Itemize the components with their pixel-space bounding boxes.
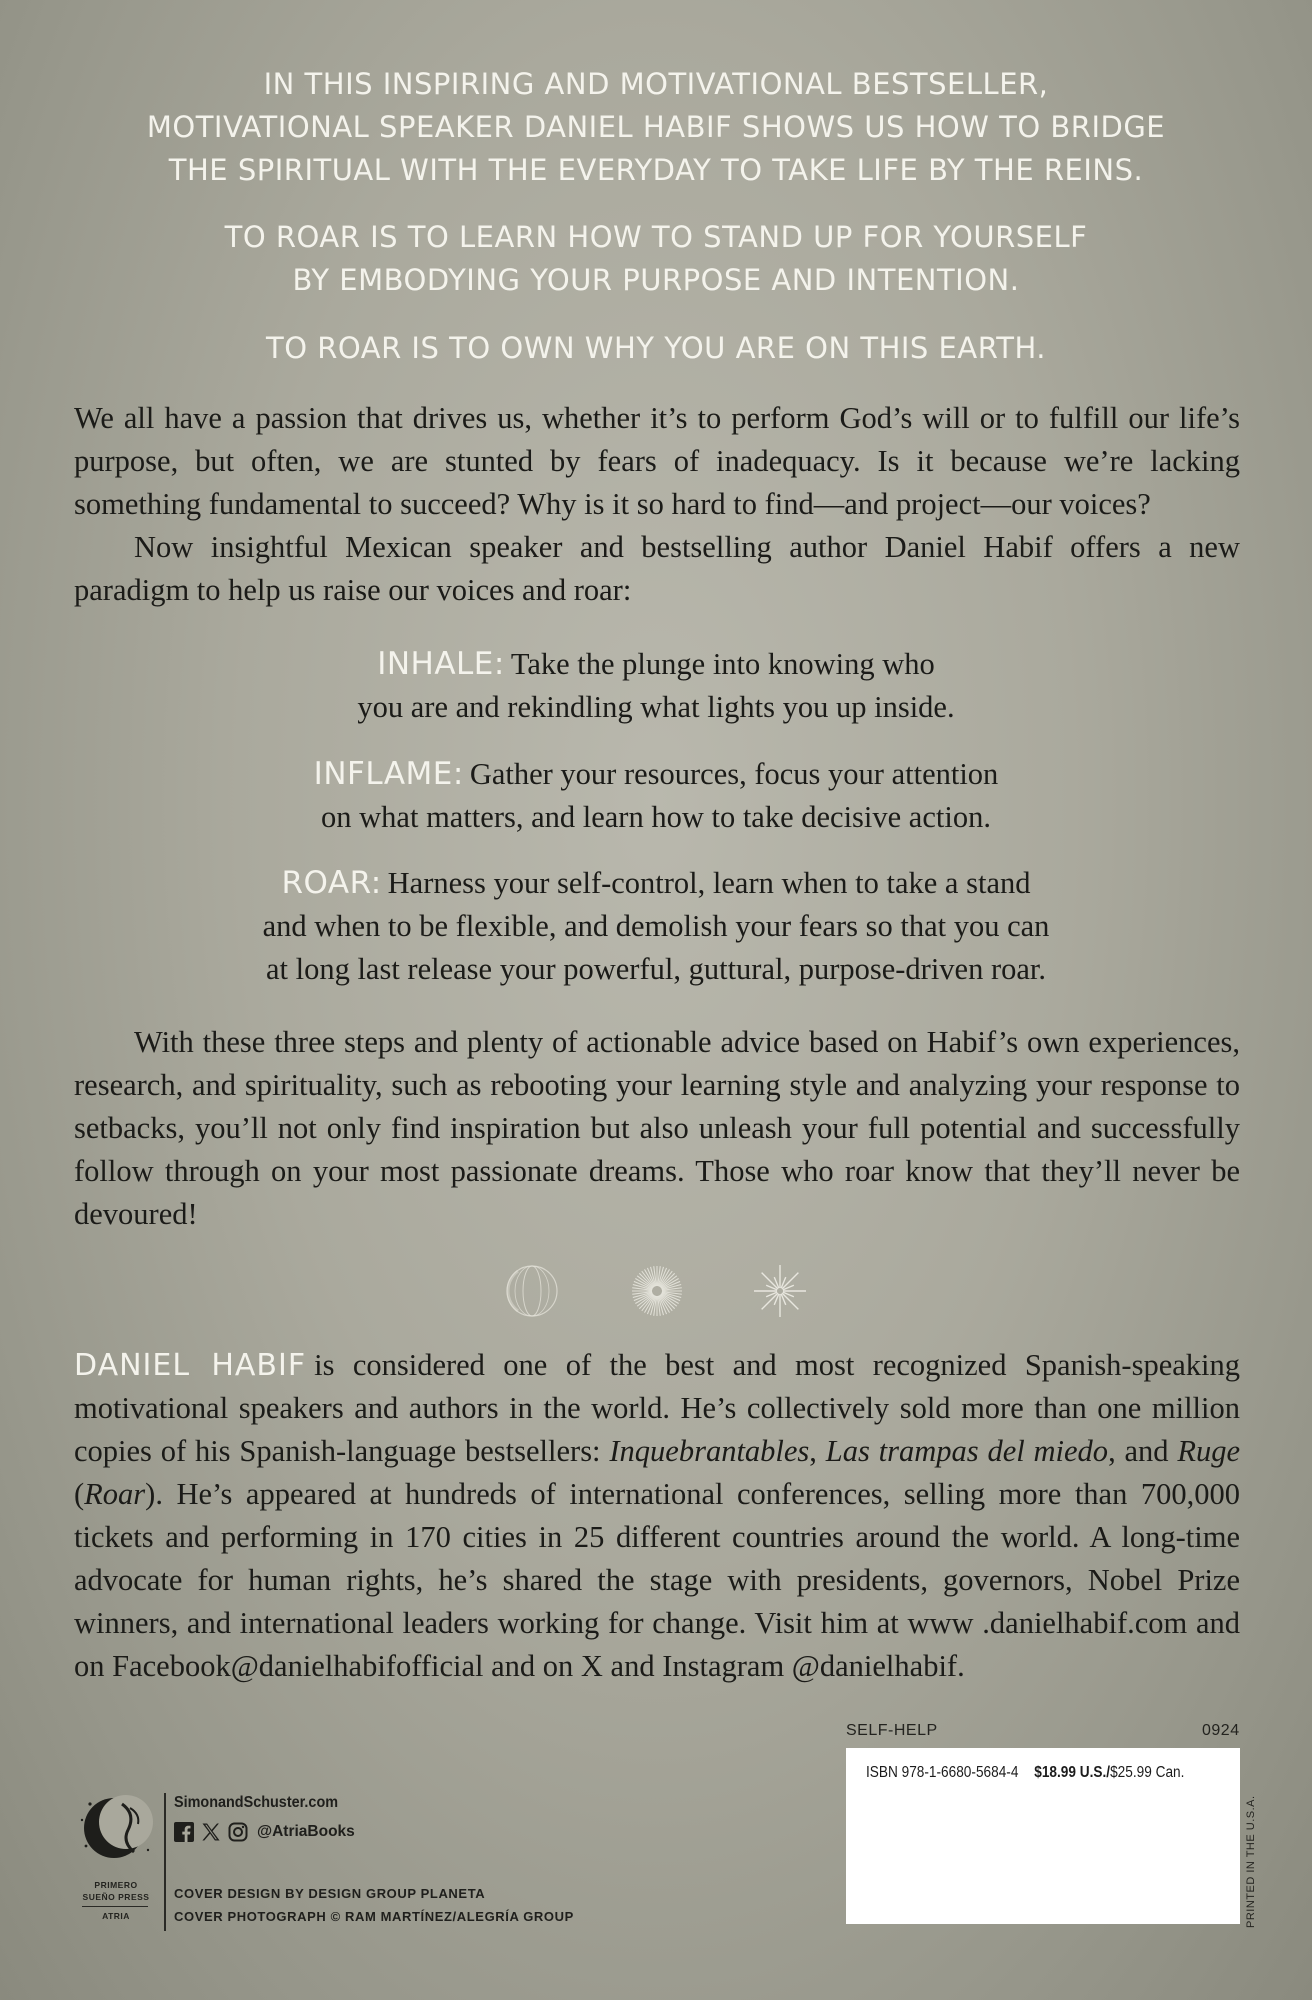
social-handle[interactable]: @AtriaBooks — [257, 1823, 355, 1840]
step-text: and when to be flexible, and demolish your fears so that you can — [262, 909, 1050, 943]
step-text: you are and rekindling what lights you up inside. — [357, 690, 955, 724]
ornament-row — [500, 1262, 820, 1322]
headline-line: TO ROAR IS TO LEARN HOW TO STAND UP FOR YOURSELF — [224, 220, 1088, 254]
headline-roar-earth — [70, 327, 1242, 370]
instagram-icon[interactable] — [228, 1822, 248, 1842]
step-label: INFLAME: — [313, 756, 464, 792]
bio-punct: , — [809, 1434, 817, 1468]
intro-text — [74, 397, 1240, 612]
cover-photo-credit: COVER PHOTOGRAPH © RAM MARTÍNEZ/ALEGRÍA GROUP — [174, 1909, 574, 1924]
imprint-divider — [82, 1906, 148, 1907]
starburst-ornament-icon — [754, 1265, 806, 1317]
book-title: Roar — [84, 1477, 146, 1511]
product-code: 0924 — [1202, 1722, 1240, 1739]
imprint-line: PRIMERO — [94, 1880, 138, 1890]
headline-roar-stand — [70, 216, 1242, 302]
step-text: Take the plunge into knowing who — [510, 647, 935, 681]
isbn-number: ISBN 978-1-6680-5684-4 — [866, 1764, 1019, 1781]
printed-in-label: PRINTED IN THE U.S.A. — [1245, 1795, 1257, 1928]
primero-sueno-logo-icon — [70, 1790, 170, 1930]
facebook-icon[interactable] — [174, 1822, 194, 1842]
headline-line: BY EMBODYING YOUR PURPOSE AND INTENTION. — [292, 263, 1020, 297]
sunburst-ornament-icon — [632, 1266, 682, 1316]
x-icon[interactable] — [201, 1822, 221, 1842]
author-name: DANIEL HABIF — [74, 1348, 307, 1383]
bio-text: is considered one of the best and most recognized Spanish-speaking motivational speakers and authors in the world. He’s collectively sold more than one million copies of his Spanish-language bestsellers: — [74, 1348, 1241, 1468]
price-us: $18.99 U.S./ — [1034, 1764, 1111, 1781]
book-title: Inquebrantables — [609, 1434, 810, 1468]
isbn-price-line — [866, 1764, 1184, 1782]
step-label: INHALE: — [377, 646, 505, 682]
bio-text: ). He’s appeared at hundreds of international conferences, selling more than 700,000 tickets and performing in 170 cities in 25 different countries around the world. A long-time advocate for human rights, he’s shared the stage with presidents, governors, Nobel Prize winners, and international leaders working for change. Visit him at www .danielhabif.com and on Facebook@danielhabifofficial and on X and Instagram @danielhabif. — [74, 1477, 1240, 1683]
intro-paragraph: We all have a passion that drives us, whether it’s to perform God’s will or to fulfill our life’s purpose, but often, we are stunted by fears of inadequacy. Is it because we’re lacking something fundamental to succeed? Why is it so hard to find—and project—our voices? — [74, 401, 1240, 521]
barcode-area — [846, 1748, 1240, 1924]
author-bio — [74, 1344, 1240, 1688]
imprint-line: ATRIA — [102, 1911, 130, 1921]
bio-punct: ( — [74, 1477, 85, 1511]
headline-line: MOTIVATIONAL SPEAKER DANIEL HABIF SHOWS US HOW TO BRIDGE — [146, 110, 1166, 144]
headline-line: IN THIS INSPIRING AND MOTIVATIONAL BESTSELLER, — [263, 67, 1049, 101]
bio-punct: , and — [1108, 1434, 1169, 1468]
headline-intro — [70, 63, 1242, 192]
social-links — [174, 1820, 355, 1844]
book-title: Las trampas del miedo — [825, 1434, 1109, 1468]
headline-line: TO ROAR IS TO OWN WHY YOU ARE ON THIS EARTH. — [266, 331, 1046, 365]
imprint-line: SUEÑO PRESS — [82, 1892, 150, 1902]
step-text: Harness your self-control, learn when to take a stand — [387, 866, 1031, 900]
step-label: ROAR: — [281, 865, 382, 901]
intro-paragraph: Now insightful Mexican speaker and bestselling author Daniel Habif offers a new paradigm to help us raise our voices and roar: — [74, 530, 1240, 607]
vertical-divider — [164, 1793, 166, 1931]
price-can: $25.99 Can. — [1110, 1764, 1185, 1781]
step-roar — [150, 862, 1162, 991]
closing-paragraph: With these three steps and plenty of actionable advice based on Habif’s own experiences, research, and spirituality, such as rebooting your learning style and analyzing your response to setbacks, you’ll not only find inspiration but also unleash your full potential and successfully follow through on your most passionate dreams. Those who roar know that they’ll never be devoured! — [74, 1025, 1240, 1231]
book-title: Ruge — [1177, 1434, 1241, 1468]
publisher-website-link[interactable]: SimonandSchuster.com — [174, 1794, 339, 1811]
headline-line: THE SPIRITUAL WITH THE EVERYDAY TO TAKE LIFE BY THE REINS. — [168, 153, 1144, 187]
step-inflame — [150, 753, 1162, 839]
step-text: at long last release your powerful, guttural, purpose-driven roar. — [265, 952, 1047, 986]
step-text: on what matters, and learn how to take decisive action. — [321, 800, 991, 834]
step-text: Gather your resources, focus your attention — [469, 757, 999, 791]
moon-sphere-ornament-icon — [507, 1266, 557, 1316]
cover-design-credit: COVER DESIGN BY DESIGN GROUP PLANETA — [174, 1886, 486, 1901]
step-inhale — [150, 643, 1162, 729]
category-label: SELF-HELP — [846, 1722, 938, 1739]
